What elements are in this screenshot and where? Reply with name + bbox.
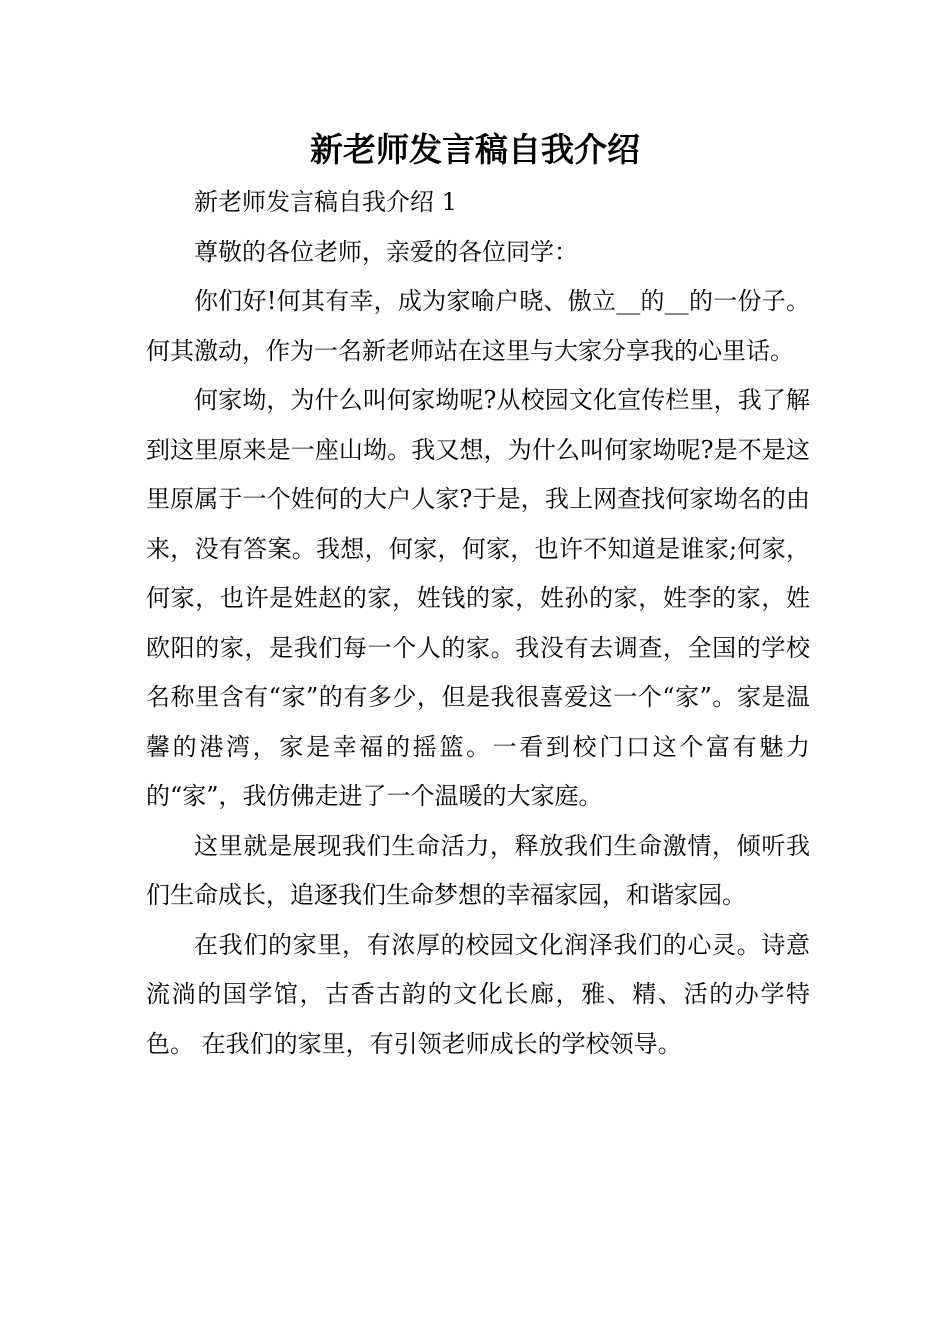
greeting-paragraph: 尊敬的各位老师，亲爱的各位同学： <box>194 237 578 266</box>
body-paragraph: 这里就是展现我们生命活力，释放我们生命激情，倾听我们生命成长，追逐我们生命梦想的幸福家园，和谐家园。 <box>146 831 810 909</box>
body-paragraph: 在我们的家里，有浓厚的校园文化润泽我们的心灵。诗意流淌的国学馆，古香古韵的文化长廊，雅、精、活的办学特色。 在我们的家里，有引领老师成长的学校领导。 <box>146 930 810 1058</box>
body-paragraph: 你们好!何其有幸，成为家喻户晓、傲立__的__的一份子。何其激动，作为一名新老师站在这里与大家分享我的心里话。 <box>146 287 810 365</box>
document-body <box>146 178 810 1069</box>
document-title: 新老师发言稿自我介绍 <box>310 130 640 169</box>
subtitle-paragraph: 新老师发言稿自我介绍 1 <box>194 188 457 216</box>
body-paragraph: 何家坳，为什么叫何家坳呢?从校园文化宣传栏里，我了解到这里原来是一座山坳。我又想，为什么叫何家坳呢?是不是这里原属于一个姓何的大户人家?于是，我上网查找何家坳名的由来，没有答案。我想，何家，何家，也许不知道是谁家;何家，何家，也许是姓赵的家，姓钱的家，姓孙的家，姓李的家，姓欧阳的家，是我们每一个人的家。我没有去调查，全国的学校名称里含有“家”的有多少，但是我很喜爱这一个“家”。家是温馨的港湾，家是幸福的摇篮。一看到校门口这个富有魅力的“家”，我仿佛走进了一个温暖的大家庭。 <box>146 386 810 810</box>
